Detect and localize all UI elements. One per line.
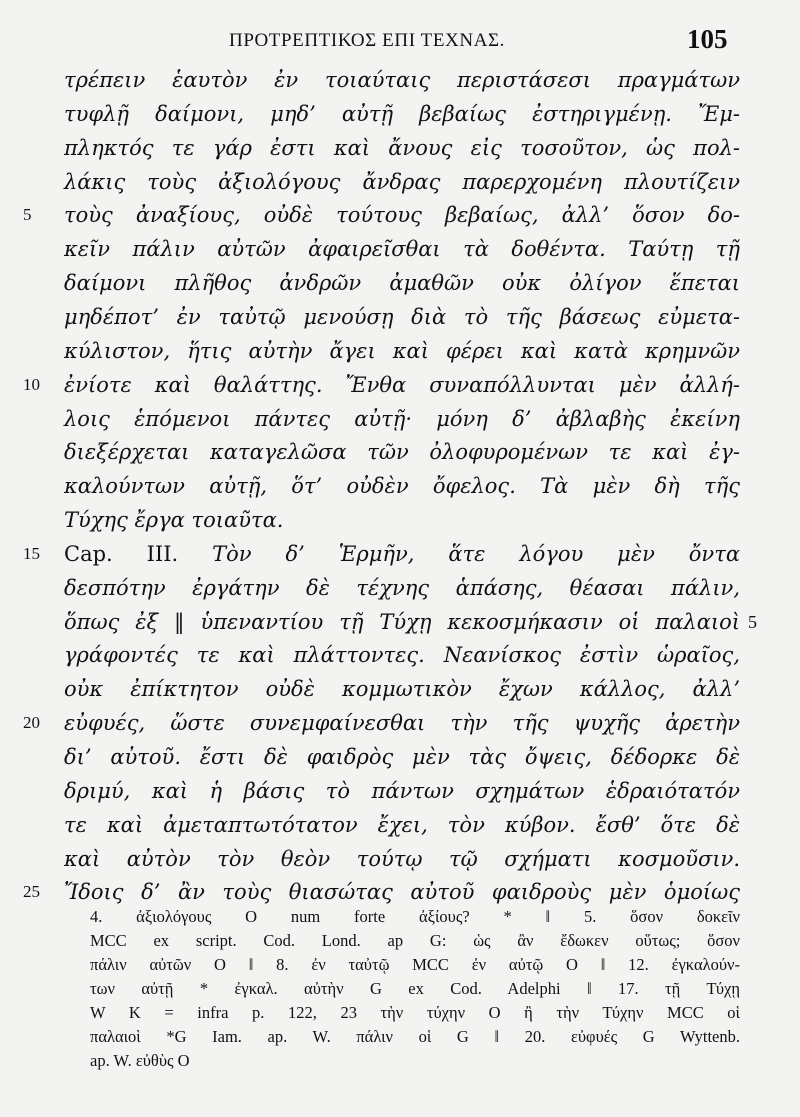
text-line: κεῖν πάλιν αὐτῶν ἀφαιρεῖσθαι τὰ δοθέντα. Ταύτῃ τῇ bbox=[64, 237, 740, 261]
text-line: τε καὶ ἀμεταπτωτότατον ἔχει, τὸν κύβον. ἔσθ’ ὅτε δὲ bbox=[64, 813, 740, 837]
line-number: 15 bbox=[23, 544, 40, 563]
text-line: ὅπως ἐξ ‖ ὑπεναντίου τῇ Τύχῃ κεκοσμήκασιν οἱ παλαιοὶ bbox=[64, 610, 740, 634]
text-line: καλούντων αὐτῇ, ὅτ’ οὐδὲν ὄφελος. Τὰ μὲν δὴ τῆς bbox=[64, 474, 740, 498]
footnote-line: 4. ἀξιολόγους O num forte ἀξίους? * ‖ 5. ὅσον δοκεῖν bbox=[90, 907, 740, 926]
text-line: κύλιστον, ἥτις αὐτὴν ἄγει καὶ φέρει καὶ κατὰ κρημνῶν bbox=[64, 339, 740, 363]
line-number: 5 bbox=[23, 205, 32, 224]
text-line: δι’ αὐτοῦ. ἔστι δὲ φαιδρὸς μὲν τὰς ὄψεις, δέδορκε δὲ bbox=[64, 745, 740, 769]
text-line: διεξέρχεται καταγελῶσα τῶν ὀλοφυρομένων τε καὶ ἐγ- bbox=[64, 440, 740, 464]
text-line: δριμύ, καὶ ἡ βάσις τὸ πάντων σχημάτων ἑδραιότατόν bbox=[64, 779, 740, 803]
footnote-line: MCC ex script. Cod. Lond. ap G: ὡς ἂν ἔδωκεν οὕτως; ὅσον bbox=[90, 931, 740, 950]
line-number: 25 bbox=[23, 882, 40, 901]
line-number: 10 bbox=[23, 375, 40, 394]
text-line bbox=[64, 537, 740, 571]
text-line: τρέπειν ἑαυτὸν ἐν τοιαύταις περιστάσεσι πραγμάτων bbox=[64, 68, 740, 92]
running-head bbox=[0, 24, 800, 64]
text-line: πληκτός τε γάρ ἐστι καὶ ἄνους εἰς τοσοῦτον, ὡς πολ- bbox=[64, 136, 740, 160]
footnote-line: των αὐτῇ * ἐγκαλ. αὐτὴν G ex Cod. Adelphi ‖ 17. τῇ Τύχῃ bbox=[90, 979, 740, 998]
footnote-line: W K = infra p. 122, 23 τὴν τύχην O ἢ τὴν Τύχην MCC οἱ bbox=[90, 1003, 740, 1022]
footnote-line: ap. W. εὐθὺς O bbox=[90, 1051, 190, 1070]
footnotes bbox=[90, 905, 740, 1073]
line-number: 20 bbox=[23, 713, 40, 732]
text-line: καὶ αὐτὸν τὸν θεὸν τούτῳ τῷ σχήματι κοσμοῦσιν. bbox=[64, 847, 740, 871]
text-line: μηδέποτ’ ἐν ταὐτῷ μενούσῃ διὰ τὸ τῆς βάσεως εὐμετα- bbox=[64, 305, 740, 329]
text-line: εὐφυές, ὥστε συνεμφαίνεσθαι τὴν τῆς ψυχῆς ἀρετὴν bbox=[64, 711, 740, 735]
text-line: ἐνίοτε καὶ θαλάττης. Ἔνθα συναπόλλυνται μὲν ἀλλή- bbox=[64, 373, 740, 397]
text-line: λάκις τοὺς ἀξιολόγους ἄνδρας παρερχομένη πλουτίζειν bbox=[64, 170, 740, 194]
text-line: γράφοντές τε καὶ πλάττοντες. Νεανίσκος ἐστὶν ὡραῖος, bbox=[64, 643, 740, 667]
margin-reference-number: 5 bbox=[748, 612, 757, 632]
text-line: Ἴδοις δ’ ἂν τοὺς θιασώτας αὐτοῦ φαιδροὺς μὲν ὁμοίως bbox=[64, 880, 740, 904]
text-line: οὐκ ἐπίκτητον οὐδὲ κομμωτικὸν ἔχων κάλλος, ἀλλ’ bbox=[64, 677, 740, 701]
text-line: τοὺς ἀναξίους, οὐδὲ τούτους βεβαίως, ἀλλ’ ὅσον δο- bbox=[64, 203, 740, 227]
text-line: τυφλῇ δαίμονι, μηδ’ αὐτῇ βεβαίως ἐστηριγμένῃ. Ἔμ- bbox=[64, 102, 740, 126]
footnote-line: παλαιοὶ *G Iam. ap. W. πάλιν οἱ G ‖ 20. εὐφυές G Wyttenb. bbox=[90, 1027, 740, 1046]
running-title: ΠΡΟΤΡΕΠΤΙΚΟΣ ΕΠΙ ΤΕΧΝΑΣ. bbox=[229, 30, 506, 51]
chapter-marker: Cap. III. bbox=[64, 542, 179, 566]
text-line: Τύχης ἔργα τοιαῦτα. bbox=[64, 508, 284, 532]
footnote-line: πάλιν αὐτῶν O ‖ 8. ἐν ταὐτῷ MCC ἐν αὐτῷ O ‖ 12. ἐγκαλούν- bbox=[90, 955, 740, 974]
line-text: Τὸν δ’ Ἑρμῆν, ἅτε λόγου μὲν ὄντα bbox=[212, 542, 740, 566]
page-number: 105 bbox=[687, 24, 728, 54]
text-line: λοις ἑπόμενοι πάντες αὐτῇ· μόνη δ’ ἀβλαβὴς ἐκείνη bbox=[64, 407, 740, 431]
text-line: δαίμονι πλῆθος ἀνδρῶν ἀμαθῶν οὐκ ὀλίγον ἕπεται bbox=[64, 271, 740, 295]
text-line: δεσπότην ἐργάτην δὲ τέχνης ἁπάσης, θέασαι πάλιν, bbox=[64, 576, 740, 600]
